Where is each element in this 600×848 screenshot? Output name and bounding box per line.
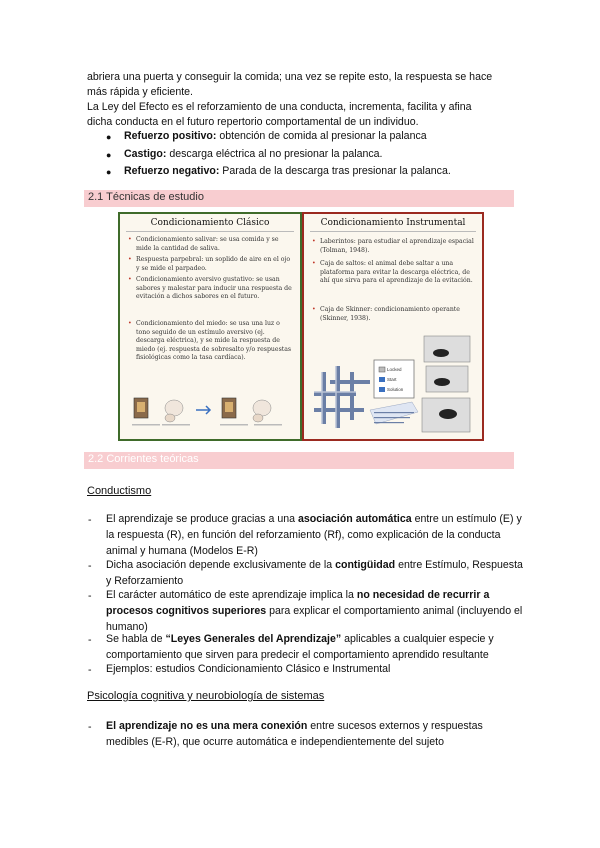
classical-conditioning-panel bbox=[118, 212, 302, 441]
intro-line-1: abriera una puerta y conseguir la comida; una vez se repite esto, la respuesta se hace bbox=[87, 71, 493, 83]
conductismo-item: Ejemplos: estudios Condicionamiento Clásico e Instrumental bbox=[106, 663, 391, 675]
bullet-castigo: Castigo: descarga eléctrica al no presionar la palanca. bbox=[124, 148, 383, 160]
legend-solution: Solution bbox=[387, 387, 404, 392]
bullet-dot: ● bbox=[106, 150, 112, 160]
bullet-dot: ● bbox=[106, 167, 112, 177]
conductismo-item: Se habla de “Leyes Generales del Aprendizaje” aplicables a cualquier especie y comportamiento que sirven para predecir el comportamiento aprendido resultante bbox=[106, 633, 494, 661]
classical-item: • Condicionamiento aversivo gustativo: se usan sabores y malestar para inducir una respuesta de evitación a dichos sabores en el futuro. bbox=[128, 276, 292, 301]
conductismo-item: Dicha asociación depende exclusivamente de la contigüidad entre Estímulo, Respuesta y Reforzamiento bbox=[106, 559, 523, 587]
section-heading-2-1: 2.1 Técnicas de estudio bbox=[84, 190, 514, 207]
classical-item: • Respuesta parpebral: un soplido de aire en el ojo y se mide el parpadeo. bbox=[128, 256, 291, 272]
classical-panel-title: Condicionamiento Clásico bbox=[150, 218, 270, 228]
instrumental-panel-title: Condicionamiento Instrumental bbox=[320, 218, 466, 228]
maze-and-box-illustration bbox=[308, 332, 478, 436]
conductismo-item: El aprendizaje se produce gracias a una asociación automática entre un estímulo (E) y la respuesta (R), en función del reforzamiento (Rf), como explicación de la conducta animal y humana (Modelos E-R) bbox=[106, 513, 522, 557]
conditioning-figure bbox=[118, 212, 485, 439]
conductismo-item: El carácter automático de este aprendizaje implica la no necesidad de recurrir a procesos cognitivos superiores para explicar el comportamiento animal (incluyendo el humano) bbox=[106, 589, 523, 633]
bullet-dot: ● bbox=[106, 132, 112, 142]
instrumental-item: • Laberintos: para estudiar el aprendizaje espacial (Tolman, 1948). bbox=[312, 238, 474, 254]
classical-item: • Condicionamiento salivar: se usa comida y se mide la cantidad de saliva. bbox=[128, 236, 279, 252]
instrumental-item: • Caja de saltos: el animal debe saltar a una plataforma para evitar la descarga eléctrica, de ahí que sirva para el aprendizaje de la evitación. bbox=[312, 260, 473, 285]
legend-start: Start bbox=[387, 377, 397, 382]
bullet-refuerzo-positivo: Refuerzo positivo: obtención de comida al presionar la palanca bbox=[124, 130, 427, 142]
instrumental-conditioning-panel bbox=[302, 212, 484, 441]
intro-line-4: dicha conducta en el futuro repertorio comportamental de un individuo. bbox=[87, 116, 419, 128]
intro-line-3: La Ley del Efecto es el reforzamiento de una conducta, incrementa, facilita y afina bbox=[87, 101, 472, 113]
psicologia-item: El aprendizaje no es una mera conexión entre sucesos externos y respuestas medibles (E-R), que ocurre automática e independientemente del sujeto bbox=[106, 720, 483, 748]
subheading-psicologia-cognitiva: Psicología cognitiva y neurobiología de sistemas bbox=[87, 690, 325, 702]
section-heading-2-2: 2.2 Corrientes teóricas bbox=[84, 452, 514, 469]
subheading-conductismo: Conductismo bbox=[87, 485, 152, 497]
legend-locked: Locked bbox=[387, 367, 402, 372]
bullet-refuerzo-negativo: Refuerzo negativo: Parada de la descarga tras presionar la palanca. bbox=[124, 165, 451, 177]
classical-conditioning-illustration bbox=[130, 394, 290, 434]
instrumental-item: • Caja de Skinner: condicionamiento operante (Skinner, 1938). bbox=[312, 306, 460, 322]
intro-line-2: más rápida y eficiente. bbox=[87, 86, 193, 98]
classical-item: • Condicionamiento del miedo: se usa una luz o tono seguido de un estímulo aversivo (ej. descarga eléctrica), y se mide la respuesta de miedo (ej. respuesta de sobresalto y/o respuestas fisiológicas como la tasa cardíaca). bbox=[128, 320, 292, 362]
